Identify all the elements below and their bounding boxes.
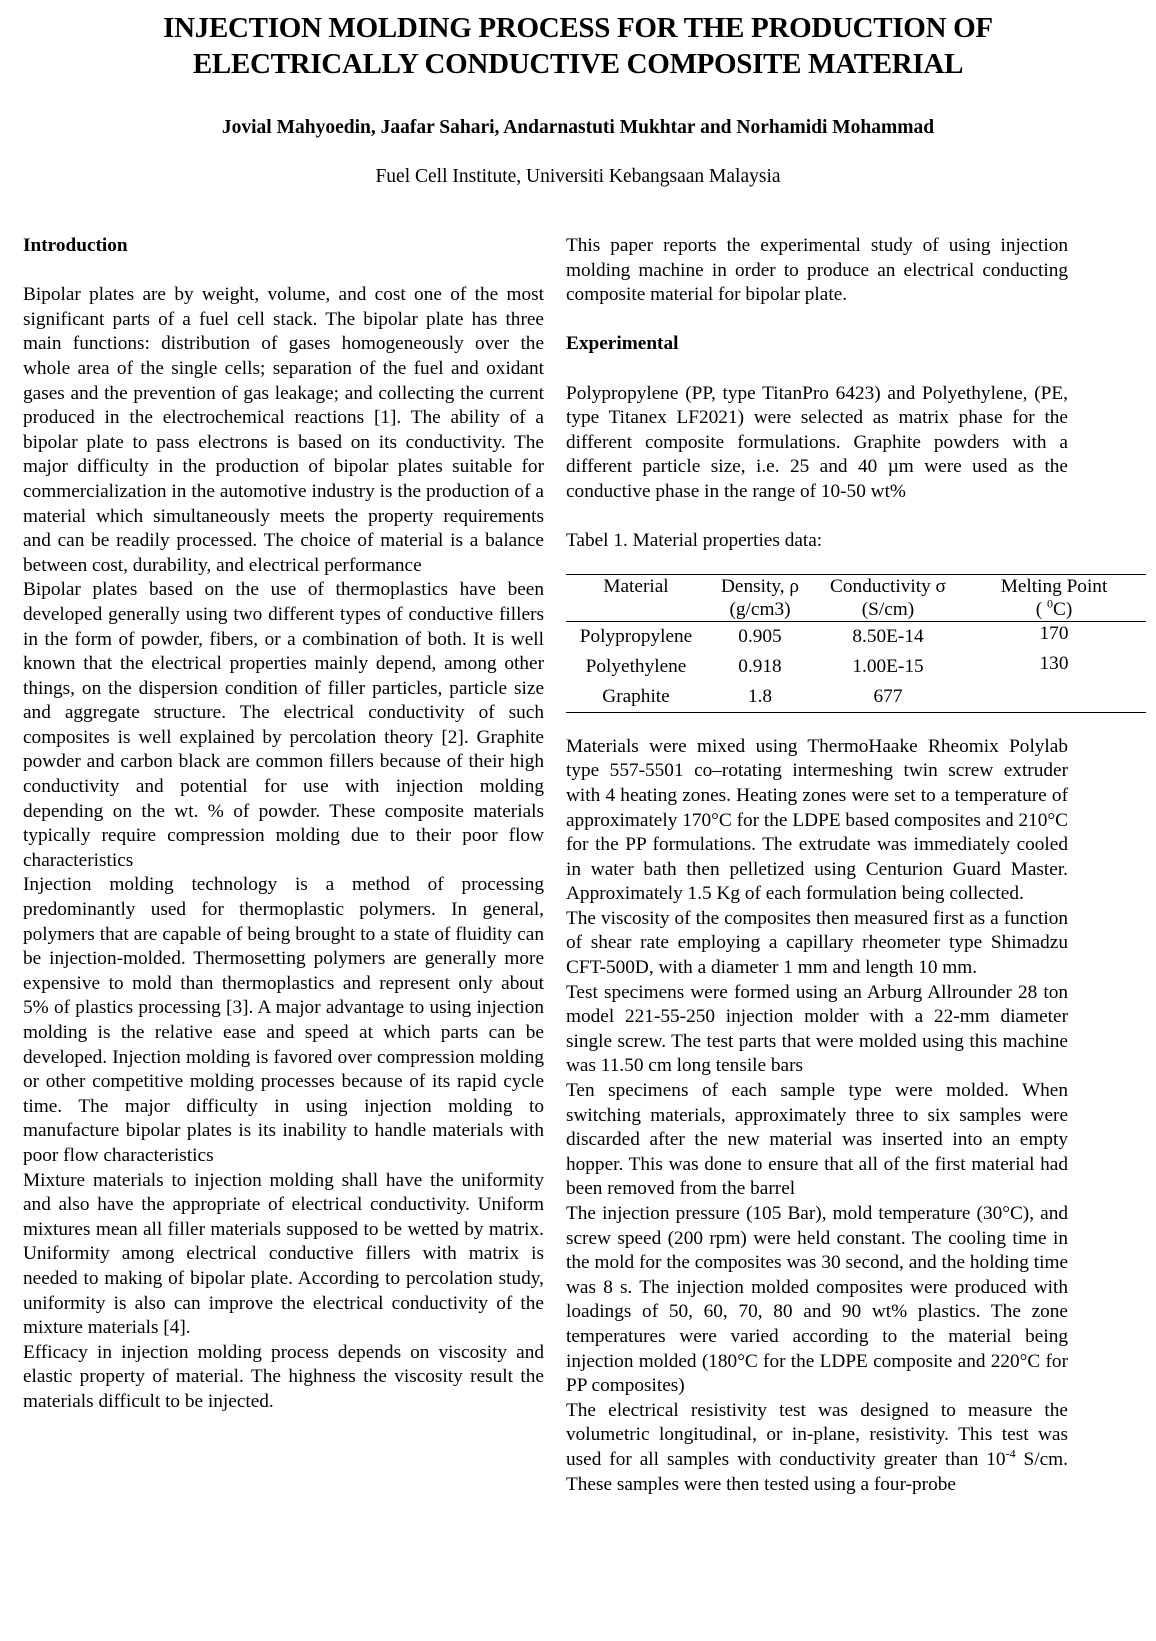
cell-material: Graphite	[602, 685, 670, 707]
cell-conductivity: 677	[873, 685, 903, 707]
paragraph: This paper reports the experimental study of using injection molding machine in order to produce an electrical conducting composite material for bipolar plate.	[566, 235, 1068, 306]
cell-material: Polyethylene	[585, 655, 687, 677]
paragraph: The injection pressure (105 Bar), mold temperature (30°C), and screw speed (200 rpm) were held constant. The cooling time in the mold for the composites was 30 second, and the holding time was 8 s. The injection molded composites were produced with loadings of 50, 60, 70, 80 and 90 wt% plastics. The zone temperatures were varied according to the material being injection molded (180°C for the LDPE composite and 220°C for PP composites)	[566, 1203, 1068, 1397]
paragraph: Mixture materials to injection molding shall have the uniformity and also have the appropriate of electrical conductivity. Uniform mixtures mean all filler materials supposed to be wetted by matrix. Uniformity among electrical conductive fillers with matrix is needed to making of bipolar plate. According to percolation study, uniformity is also can improve the electrical conductivity of the mixture materials [4].	[23, 1169, 544, 1339]
section-heading-experimental: Experimental	[566, 333, 679, 355]
paragraph: Bipolar plates are by weight, volume, and cost one of the most significant parts of a fuel cell stack. The bipolar plate has three main functions: distribution of gases homogeneously over the whole area of the single cells; separation of the fuel and oxidant gases and the prevention of gas leakage; and collecting the current produced in the electrochemical reactions [1]. The ability of a bipolar plate to pass electrons is based on its conductivity. The major difficulty in the production of bipolar plates suitable for commercialization in the automotive industry is the production of a material which simultaneously meets the property requirements and can be readily processed. The choice of material is a balance between cost, durability, and electrical performance	[23, 284, 544, 576]
cell-material: Polypropylene	[579, 625, 693, 647]
right-column	[566, 234, 1108, 1497]
cell-melting-point: 130	[1039, 652, 1069, 674]
section-heading-introduction: Introduction	[23, 235, 128, 256]
table-row	[566, 682, 1146, 713]
paragraph: Test specimens were formed using an Arburg Allrounder 28 ton model 221-55-250 injection molder with a 22-mm diameter single screw. The test parts that were molded using this machine was 11.50 cm long tensile bars	[566, 981, 1068, 1077]
author-list: Jovial Mahyoedin, Jaafar Sahari, Andarnastuti Mukhtar and Norhamidi Mohammad	[221, 117, 935, 138]
cell-conductivity: 1.00E-15	[852, 655, 924, 677]
paragraph: Injection molding technology is a method of processing predominantly used for thermoplastic polymers. In general, polymers that are capable of being brought to a state of fluidity can be injection-molded. Thermosetting polymers are generally more expensive to mold than thermoplastics and represent only about 5% of plastics processing [3]. A major advantage to using injection molding is the relative ease and speed at which parts can be developed. Injection molding is favored over compression molding or other competitive molding processes because of its rapid cycle time. The major difficulty in using injection molding to manufacture bipolar plates is its inability to handle materials with poor flow characteristics	[23, 874, 544, 1166]
cell-conductivity: 8.50E-14	[852, 625, 924, 647]
table-row	[566, 621, 1146, 652]
column-header-density: Density, ρ (g/cm3)	[721, 575, 799, 620]
paragraph: The electrical resistivity test was designed to measure the volumetric longitudinal, or in-plane, resistivity. This test was used for all samples with conductivity greater than $10^{-4}$ S/cm. These samples were then tested using a four-probe	[566, 1399, 1068, 1495]
cell-melting-point: 170	[1039, 622, 1069, 644]
paragraph: Polypropylene (PP, type TitanPro 6423) and Polyethylene, (PE, type Titanex LF2021) were selected as matrix phase for the different composite formulations. Graphite powders with a different particle size, i.e. 25 and 40 µm were used as the conductive phase in the range of 10-50 wt%	[566, 382, 1068, 502]
table-caption: Tabel 1. Material properties data:	[566, 530, 823, 552]
paragraph: Bipolar plates based on the use of thermoplastics have been developed generally using two different types of conductive fillers in the form of powder, fibers, or a combination of both. It is well known that the electrical properties mainly depend, among other things, on the dispersion condition of filler particles, particle size and aggregate structure. The electrical conductivity of such composites is well explained by percolation theory [2]. Graphite powder and carbon black are common fillers because of their high conductivity and potential for use with injection molding depending on the wt. % of powder. These composite materials typically require compression molding due to their poor flow characteristics	[23, 579, 544, 871]
paragraph: Materials were mixed using ThermoHaake Rheomix Polylab type 557-5501 co–rotating intermeshing twin screw extruder with 4 heating zones. Heating zones were set to a temperature of approximately 170°C for the LDPE based composites and 210°C for the PP formulations. The extrudate was immediately cooled in water bath then pelletized using Centurion Guard Master. Approximately 1.5 Kg of each formulation being collected.	[566, 735, 1068, 905]
cell-density: 0.905	[738, 625, 782, 647]
table-header-row	[566, 574, 1146, 621]
paper-title	[0, 10, 1156, 82]
material-properties-table	[566, 574, 1146, 713]
column-header-conductivity: Conductivity σ (S/cm)	[830, 575, 946, 620]
cell-density: 0.918	[738, 655, 782, 677]
cell-melting-point	[962, 682, 1146, 713]
column-header-material: Material	[603, 575, 669, 597]
title-line-2: ELECTRICALLY CONDUCTIVE COMPOSITE MATERIAL	[192, 48, 964, 80]
paragraph: Efficacy in injection molding process depends on viscosity and elastic property of material. The highness the viscosity result the materials difficult to be injected.	[23, 1341, 544, 1412]
paragraph: Ten specimens of each sample type were molded. When switching materials, approximately three to six samples were discarded after the new material was inserted into an empty hopper. This was done to ensure that all of the first material had been removed from the barrel	[566, 1080, 1068, 1200]
paragraph: The viscosity of the composites then measured first as a function of shear rate employing a capillary rheometer type Shimadzu CFT-500D, with a diameter 1 mm and length 10 mm.	[566, 907, 1068, 979]
title-line-1: INJECTION MOLDING PROCESS FOR THE PRODUCTION OF	[163, 12, 993, 44]
table-row	[566, 652, 1146, 682]
left-column	[23, 234, 544, 1415]
cell-density: 1.8	[747, 685, 773, 707]
affiliation: Fuel Cell Institute, Universiti Kebangsaan Malaysia	[375, 166, 781, 187]
column-header-melting-point: Melting Point ( $^0$C)	[1000, 575, 1108, 620]
